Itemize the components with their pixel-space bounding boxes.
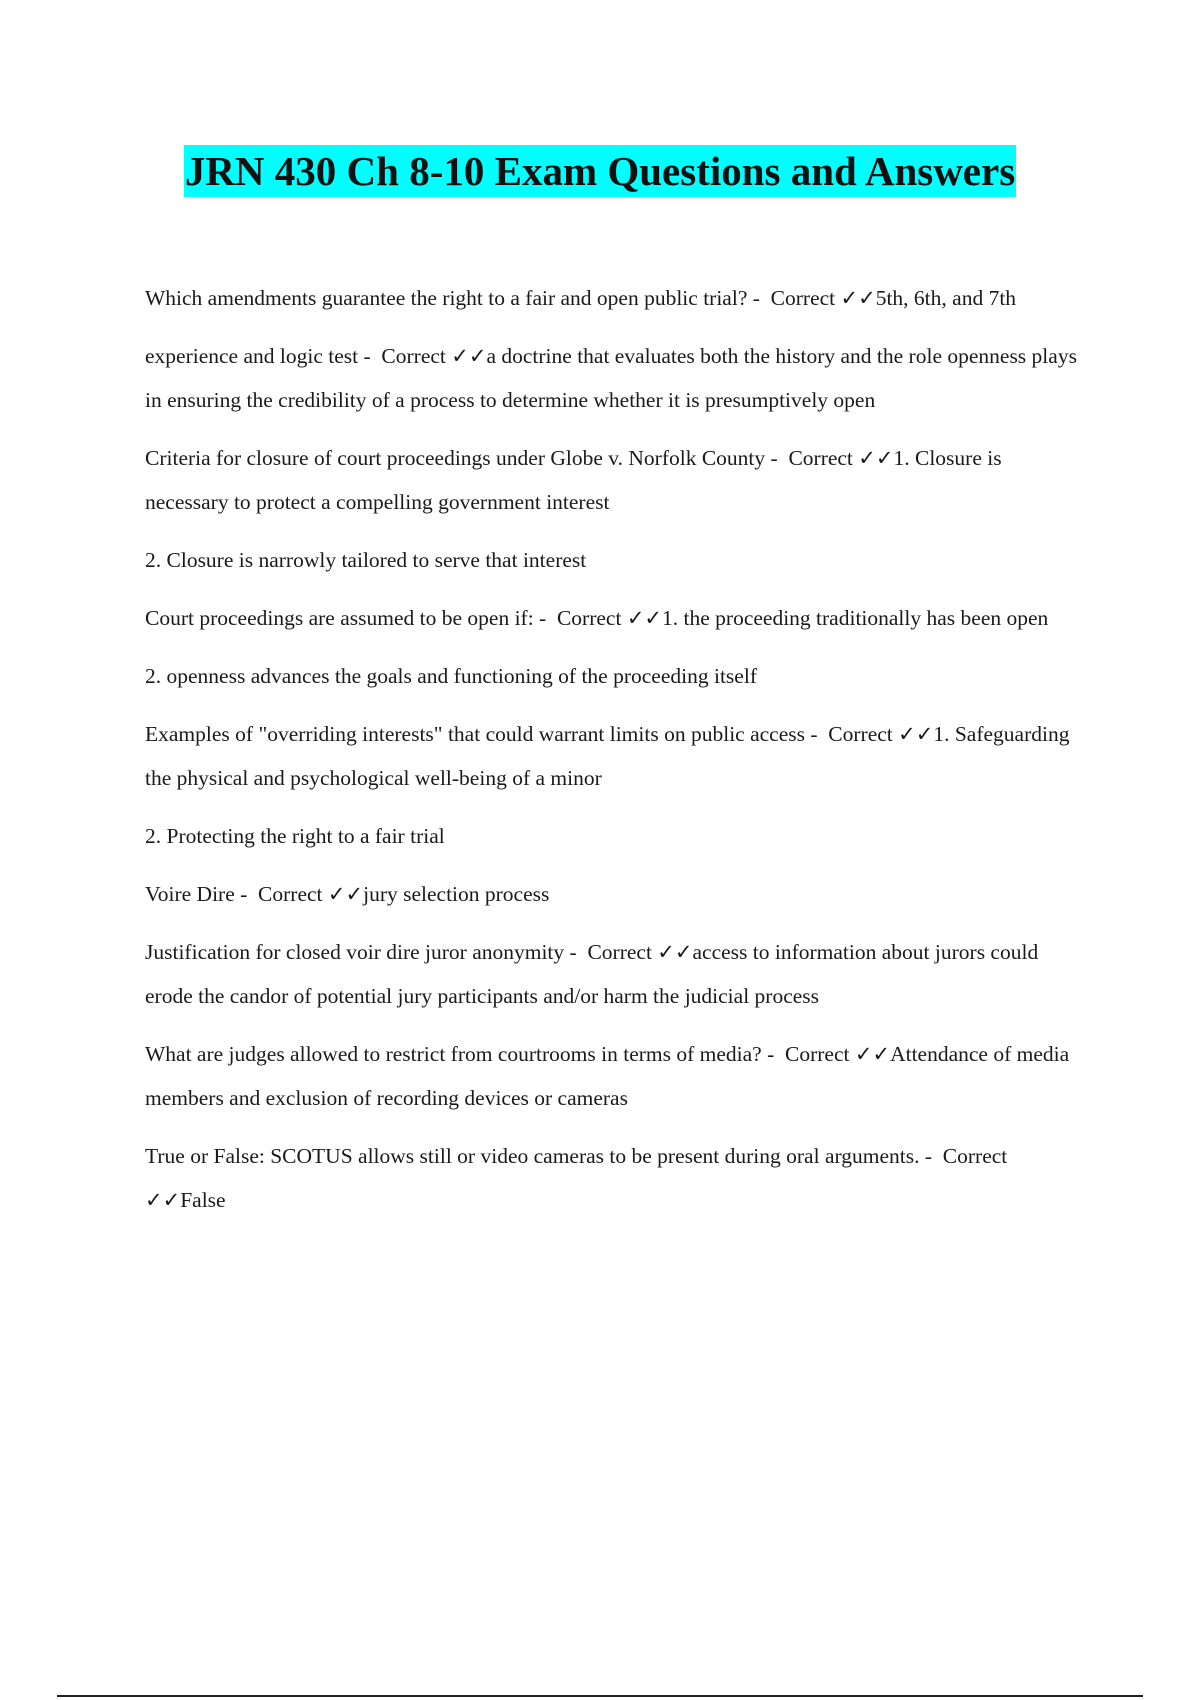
double-check-icon: ✓✓ <box>626 606 663 630</box>
question-text: Voire Dire - <box>145 882 248 906</box>
double-check-icon: ✓✓ <box>145 1188 181 1212</box>
question-text: experience and logic test - <box>145 344 371 368</box>
footer-divider <box>57 1695 1143 1697</box>
correct-label: Correct <box>788 446 853 470</box>
correct-label: Correct <box>785 1042 850 1066</box>
qa-item <box>145 334 1085 422</box>
correct-label: Correct <box>828 722 893 746</box>
title-wrapper <box>0 145 1200 197</box>
qa-main-line <box>145 1134 1085 1222</box>
double-check-icon: ✓✓ <box>657 940 693 964</box>
question-text: What are judges allowed to restrict from courtrooms in terms of media? - <box>145 1042 775 1066</box>
qa-list <box>145 276 1085 1236</box>
qa-main-line <box>145 276 1085 320</box>
correct-label: Correct <box>770 286 836 310</box>
question-text: Which amendments guarantee the right to a fair and open public trial? - <box>145 286 760 310</box>
document-title: JRN 430 Ch 8-10 Exam Questions and Answers <box>184 145 1016 197</box>
qa-main-line <box>145 712 1085 800</box>
question-text: True or False: SCOTUS allows still or video cameras to be present during oral arguments. - <box>145 1144 933 1168</box>
double-check-icon: ✓✓ <box>451 344 487 368</box>
answer-text: 1. Closure is necessary to protect a compelling government interest <box>145 446 1002 514</box>
correct-label: Correct <box>381 344 446 368</box>
answer-continuation: 2. Protecting the right to a fair trial <box>145 824 445 848</box>
answer-text: False <box>180 1188 226 1212</box>
answer-text: 1. Safeguarding the physical and psychological well-being of a minor <box>145 722 1070 790</box>
qa-main-line <box>145 930 1085 1018</box>
correct-label: Correct <box>258 882 323 906</box>
answer-text: a doctrine that evaluates both the history and the role openness plays in ensuring the credibility of a process to determine whether it is presumptively open <box>145 344 1077 412</box>
qa-item <box>145 712 1085 858</box>
qa-main-line <box>145 596 1085 640</box>
answer-text: Attendance of media members and exclusion of recording devices or cameras <box>145 1042 1070 1110</box>
answer-continuation: 2. Closure is narrowly tailored to serve that interest <box>145 548 587 572</box>
answer-text: 1. the proceeding traditionally has been open <box>662 606 1049 630</box>
question-text: Justification for closed voir dire juror anonymity - <box>145 940 577 964</box>
double-check-icon: ✓✓ <box>327 882 364 906</box>
double-check-icon: ✓✓ <box>858 446 894 470</box>
answer-continuation: 2. openness advances the goals and functioning of the proceeding itself <box>145 664 757 688</box>
question-text: Examples of "overriding interests" that could warrant limits on public access - <box>145 722 818 746</box>
qa-item <box>145 436 1085 582</box>
answer-text: 5th, 6th, and 7th <box>875 286 1017 310</box>
qa-item <box>145 1032 1085 1120</box>
double-check-icon: ✓✓ <box>898 722 934 746</box>
qa-main-line <box>145 872 1085 916</box>
qa-main-line <box>145 334 1085 422</box>
qa-item <box>145 596 1085 698</box>
answer-text: jury selection process <box>363 882 550 906</box>
qa-item <box>145 872 1085 916</box>
qa-item <box>145 1134 1085 1222</box>
correct-label: Correct <box>556 606 622 630</box>
question-text: Court proceedings are assumed to be open if: - <box>145 606 547 630</box>
question-text: Criteria for closure of court proceedings under Globe v. Norfolk County - <box>145 446 778 470</box>
correct-label: Correct <box>587 940 652 964</box>
double-check-icon: ✓✓ <box>840 286 876 310</box>
answer-text: access to information about jurors could erode the candor of potential jury participants and/or harm the judicial process <box>145 940 1039 1008</box>
qa-item <box>145 930 1085 1018</box>
qa-main-line <box>145 436 1085 524</box>
qa-item <box>145 276 1085 320</box>
qa-main-line <box>145 1032 1085 1120</box>
double-check-icon: ✓✓ <box>854 1042 891 1066</box>
correct-label: Correct <box>942 1144 1008 1168</box>
